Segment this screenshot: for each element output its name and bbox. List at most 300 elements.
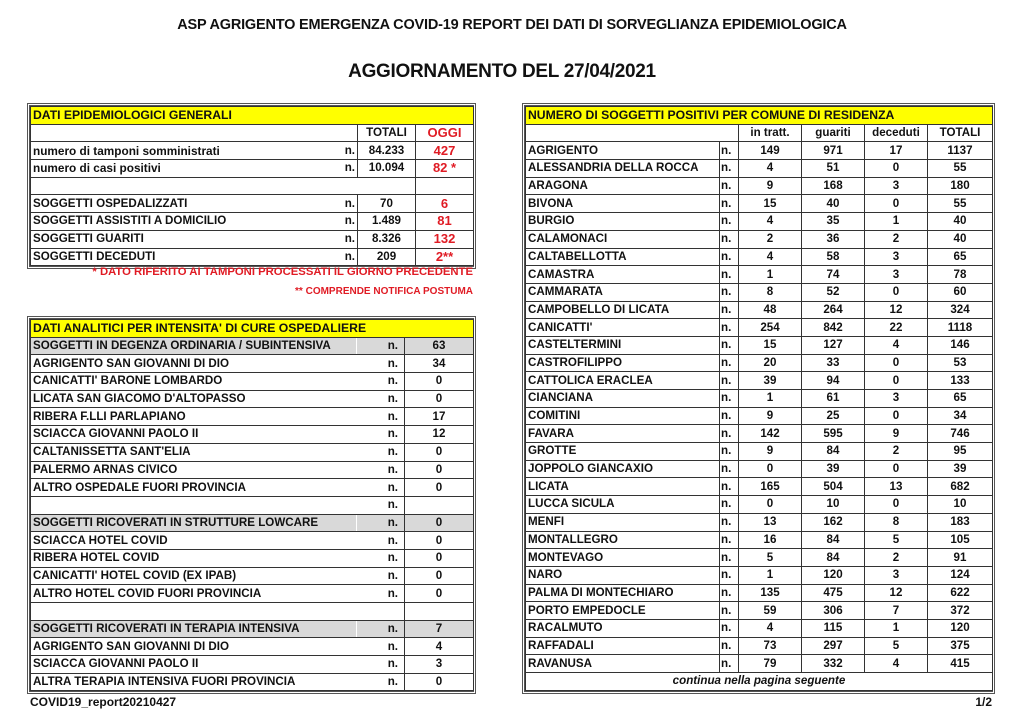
footnote-postuma: ** COMPRENDE NOTIFICA POSTUMA — [295, 286, 473, 297]
in-tratt-value: 9 — [739, 407, 802, 425]
guariti-value: 162 — [802, 513, 865, 531]
comuni-positive-table — [522, 103, 995, 694]
deceduti-value: 0 — [865, 496, 928, 514]
row-label: PALERMO ARNAS CIVICO — [31, 461, 357, 479]
totali-value: 10 — [928, 496, 993, 514]
comune-row — [526, 443, 993, 461]
hospital-row — [31, 373, 474, 391]
guariti-value: 84 — [802, 443, 865, 461]
comune-name: BURGIO — [526, 213, 720, 231]
totali-value: 55 — [928, 160, 993, 178]
row-label: SCIACCA GIOVANNI PAOLO II — [31, 656, 357, 674]
col-deceduti: deceduti — [865, 124, 928, 142]
comune-name: PALMA DI MONTECHIARO — [526, 584, 720, 602]
deceduti-value: 5 — [865, 531, 928, 549]
totali-value: 133 — [928, 372, 993, 390]
general-column-header-row — [31, 124, 474, 142]
unit-label: n. — [357, 656, 405, 674]
unit-label: n. — [357, 514, 405, 532]
deceduti-value: 12 — [865, 584, 928, 602]
totali-value: 53 — [928, 354, 993, 372]
totali-value: 8.326 — [358, 230, 416, 248]
in-tratt-value: 5 — [739, 549, 802, 567]
comune-row — [526, 637, 993, 655]
guariti-value: 39 — [802, 460, 865, 478]
comune-row — [526, 177, 993, 195]
in-tratt-value: 149 — [739, 142, 802, 160]
guariti-value: 306 — [802, 602, 865, 620]
hospital-group-row — [31, 337, 474, 355]
value: 0 — [405, 479, 474, 497]
comune-row — [526, 248, 993, 266]
comune-row — [526, 478, 993, 496]
comune-name: RAVANUSA — [526, 655, 720, 673]
guariti-value: 40 — [802, 195, 865, 213]
in-tratt-value: 165 — [739, 478, 802, 496]
comune-row — [526, 195, 993, 213]
hospital-row — [31, 390, 474, 408]
guariti-value: 332 — [802, 655, 865, 673]
report-title: ASP AGRIGENTO EMERGENZA COVID-19 REPORT DEI DATI DI SORVEGLIANZA EPIDEMIOLOGICA — [177, 17, 847, 33]
row-label: SOGGETTI ASSISTITI A DOMICILIO — [31, 213, 328, 231]
comune-row — [526, 213, 993, 231]
deceduti-value: 8 — [865, 513, 928, 531]
comune-name: BIVONA — [526, 195, 720, 213]
hospital-row — [31, 479, 474, 497]
deceduti-value: 7 — [865, 602, 928, 620]
value — [405, 496, 474, 514]
comune-row — [526, 407, 993, 425]
guariti-value: 25 — [802, 407, 865, 425]
hospital-group-row — [31, 514, 474, 532]
comune-row — [526, 460, 993, 478]
guariti-value: 264 — [802, 301, 865, 319]
unit-label: n. — [720, 496, 739, 514]
unit-label: n. — [328, 142, 358, 160]
unit-label: n. — [720, 372, 739, 390]
unit-label: n. — [328, 248, 358, 266]
unit-label: n. — [720, 619, 739, 637]
in-tratt-value: 0 — [739, 460, 802, 478]
comune-row — [526, 372, 993, 390]
general-heading-row — [31, 107, 474, 125]
continue-row — [526, 673, 993, 691]
in-tratt-value: 4 — [739, 160, 802, 178]
general-data-table — [27, 103, 476, 269]
comuni-heading-row — [526, 107, 993, 125]
comune-row — [526, 336, 993, 354]
comune-name: CALAMONACI — [526, 230, 720, 248]
totali-value: 324 — [928, 301, 993, 319]
unit-label: n. — [328, 230, 358, 248]
totali-value: 746 — [928, 425, 993, 443]
deceduti-value: 13 — [865, 478, 928, 496]
guariti-value: 475 — [802, 584, 865, 602]
unit-label: n. — [328, 195, 358, 213]
in-tratt-value: 8 — [739, 283, 802, 301]
unit-label: n. — [720, 177, 739, 195]
deceduti-value: 17 — [865, 142, 928, 160]
value: 0 — [405, 585, 474, 603]
totali-value: 1137 — [928, 142, 993, 160]
hospital-row — [31, 408, 474, 426]
row-label: SOGGETTI OSPEDALIZZATI — [31, 195, 328, 213]
comune-name: PORTO EMPEDOCLE — [526, 602, 720, 620]
in-tratt-value: 1 — [739, 390, 802, 408]
unit-label: n. — [720, 283, 739, 301]
unit-label: n. — [357, 461, 405, 479]
hospital-heading-row — [31, 320, 474, 338]
deceduti-value: 0 — [865, 160, 928, 178]
row-label — [31, 603, 357, 621]
general-row — [31, 142, 474, 160]
comune-row — [526, 425, 993, 443]
in-tratt-value: 15 — [739, 336, 802, 354]
unit-label: n. — [720, 460, 739, 478]
comune-name: CAMPOBELLO DI LICATA — [526, 301, 720, 319]
totali-value: 39 — [928, 460, 993, 478]
comune-row — [526, 142, 993, 160]
general-row — [31, 248, 474, 266]
value: 0 — [405, 673, 474, 691]
unit-label: n. — [720, 655, 739, 673]
unit-label: n. — [357, 390, 405, 408]
row-label: ALTRA TERAPIA INTENSIVA FUORI PROVINCIA — [31, 673, 357, 691]
row-label: SOGGETTI IN DEGENZA ORDINARIA / SUBINTENSIVA — [31, 337, 357, 355]
hospital-row — [31, 638, 474, 656]
deceduti-value: 9 — [865, 425, 928, 443]
deceduti-value: 3 — [865, 248, 928, 266]
continue-note: continua nella pagina seguente — [526, 673, 993, 691]
general-row — [31, 230, 474, 248]
unit-label: n. — [720, 531, 739, 549]
guariti-value: 36 — [802, 230, 865, 248]
guariti-value: 52 — [802, 283, 865, 301]
deceduti-value: 0 — [865, 283, 928, 301]
in-tratt-value: 48 — [739, 301, 802, 319]
in-tratt-value: 4 — [739, 213, 802, 231]
deceduti-value: 4 — [865, 655, 928, 673]
totali-value: 120 — [928, 619, 993, 637]
comune-name: GROTTE — [526, 443, 720, 461]
comune-name: ARAGONA — [526, 177, 720, 195]
comune-name: CAMASTRA — [526, 266, 720, 284]
row-label — [31, 496, 357, 514]
in-tratt-value: 135 — [739, 584, 802, 602]
hospital-row — [31, 426, 474, 444]
hospital-row — [31, 532, 474, 550]
value: 0 — [405, 390, 474, 408]
totali-value: 622 — [928, 584, 993, 602]
value: 0 — [405, 461, 474, 479]
totali-value: 65 — [928, 248, 993, 266]
general-row — [31, 213, 474, 231]
value — [405, 603, 474, 621]
totali-value: 10.094 — [358, 160, 416, 178]
guariti-value: 35 — [802, 213, 865, 231]
row-label: CANICATTI' BARONE LOMBARDO — [31, 373, 357, 391]
unit-label: n. — [328, 160, 358, 178]
unit-label: n. — [720, 336, 739, 354]
deceduti-value: 5 — [865, 637, 928, 655]
totali-value: 1118 — [928, 319, 993, 337]
totali-value: 1.489 — [358, 213, 416, 231]
totali-value: 209 — [358, 248, 416, 266]
guariti-value: 971 — [802, 142, 865, 160]
totali-value: 372 — [928, 602, 993, 620]
in-tratt-value: 4 — [739, 619, 802, 637]
unit-label: n. — [720, 354, 739, 372]
unit-label: n. — [720, 566, 739, 584]
row-label: numero di casi positivi — [31, 160, 328, 178]
comune-name: AGRIGENTO — [526, 142, 720, 160]
unit-label: n. — [720, 266, 739, 284]
value: 34 — [405, 355, 474, 373]
guariti-value: 120 — [802, 566, 865, 584]
comune-name: CANICATTI' — [526, 319, 720, 337]
comune-row — [526, 584, 993, 602]
deceduti-value: 3 — [865, 390, 928, 408]
oggi-value: 6 — [416, 195, 474, 213]
comune-row — [526, 319, 993, 337]
value: 4 — [405, 638, 474, 656]
unit-label: n. — [357, 408, 405, 426]
deceduti-value: 0 — [865, 460, 928, 478]
totali-value: 70 — [358, 195, 416, 213]
guariti-value: 94 — [802, 372, 865, 390]
comune-row — [526, 160, 993, 178]
oggi-value: 132 — [416, 230, 474, 248]
deceduti-value: 1 — [865, 213, 928, 231]
comune-name: LICATA — [526, 478, 720, 496]
hospital-group-row — [31, 620, 474, 638]
comune-row — [526, 230, 993, 248]
guariti-value: 127 — [802, 336, 865, 354]
comune-row — [526, 266, 993, 284]
totali-value: 105 — [928, 531, 993, 549]
row-label: CANICATTI' HOTEL COVID (EX IPAB) — [31, 567, 357, 585]
row-label: ALTRO HOTEL COVID FUORI PROVINCIA — [31, 585, 357, 603]
unit-label: n. — [328, 213, 358, 231]
in-tratt-value: 20 — [739, 354, 802, 372]
guariti-value: 33 — [802, 354, 865, 372]
row-label: ALTRO OSPEDALE FUORI PROVINCIA — [31, 479, 357, 497]
totali-value: 415 — [928, 655, 993, 673]
unit-label: n. — [720, 443, 739, 461]
unit-label: n. — [720, 407, 739, 425]
value: 0 — [405, 514, 474, 532]
comune-name: NARO — [526, 566, 720, 584]
row-label: AGRIGENTO SAN GIOVANNI DI DIO — [31, 638, 357, 656]
deceduti-value: 3 — [865, 177, 928, 195]
hospital-heading: DATI ANALITICI PER INTENSITA' DI CURE OSPEDALIERE — [31, 320, 474, 338]
comune-name: LUCCA SICULA — [526, 496, 720, 514]
totali-value: 95 — [928, 443, 993, 461]
comune-name: RACALMUTO — [526, 619, 720, 637]
unit-label: n. — [720, 549, 739, 567]
totali-value: 124 — [928, 566, 993, 584]
unit-label: n. — [357, 620, 405, 638]
guariti-value: 51 — [802, 160, 865, 178]
unit-label: n. — [357, 549, 405, 567]
row-label: SOGGETTI GUARITI — [31, 230, 328, 248]
hospital-row — [31, 585, 474, 603]
value: 0 — [405, 443, 474, 461]
comune-row — [526, 531, 993, 549]
totali-value: 34 — [928, 407, 993, 425]
footnote-tamponi: * DATO RIFERITO AI TAMPONI PROCESSATI IL GIORNO PRECEDENTE — [92, 266, 473, 278]
in-tratt-value: 13 — [739, 513, 802, 531]
row-label: AGRIGENTO SAN GIOVANNI DI DIO — [31, 355, 357, 373]
unit-label: n. — [720, 425, 739, 443]
row-label: numero di tamponi somministrati — [31, 142, 328, 160]
totali-value: 183 — [928, 513, 993, 531]
hospital-row — [31, 549, 474, 567]
value: 0 — [405, 373, 474, 391]
guariti-value: 84 — [802, 549, 865, 567]
general-row — [31, 195, 474, 213]
deceduti-value: 1 — [865, 619, 928, 637]
hospital-row — [31, 673, 474, 691]
comune-row — [526, 390, 993, 408]
guariti-value: 10 — [802, 496, 865, 514]
unit-label: n. — [357, 585, 405, 603]
unit-label: n. — [357, 355, 405, 373]
guariti-value: 842 — [802, 319, 865, 337]
guariti-value: 595 — [802, 425, 865, 443]
comune-row — [526, 655, 993, 673]
comune-row — [526, 496, 993, 514]
comune-name: JOPPOLO GIANCAXIO — [526, 460, 720, 478]
hospital-row — [31, 567, 474, 585]
value: 0 — [405, 567, 474, 585]
deceduti-value: 0 — [865, 407, 928, 425]
guariti-value: 504 — [802, 478, 865, 496]
comune-name: CAMMARATA — [526, 283, 720, 301]
hospital-row — [31, 603, 474, 621]
unit-label: n. — [720, 390, 739, 408]
deceduti-value: 4 — [865, 336, 928, 354]
deceduti-value: 3 — [865, 266, 928, 284]
row-label: SOGGETTI DECEDUTI — [31, 248, 328, 266]
hospital-row — [31, 496, 474, 514]
totali-value: 375 — [928, 637, 993, 655]
deceduti-value: 12 — [865, 301, 928, 319]
comune-row — [526, 602, 993, 620]
totali-value: 60 — [928, 283, 993, 301]
col-totali: TOTALI — [358, 124, 416, 142]
in-tratt-value: 142 — [739, 425, 802, 443]
col-oggi: OGGI — [416, 124, 474, 142]
row-label: SCIACCA HOTEL COVID — [31, 532, 357, 550]
comune-name: MONTALLEGRO — [526, 531, 720, 549]
totali-value: 78 — [928, 266, 993, 284]
update-date-title: AGGIORNAMENTO DEL 27/04/2021 — [348, 61, 656, 82]
unit-label: n. — [720, 160, 739, 178]
general-heading: DATI EPIDEMIOLOGICI GENERALI — [31, 107, 474, 125]
row-label: SOGGETTI RICOVERATI IN TERAPIA INTENSIVA — [31, 620, 357, 638]
unit-label: n. — [357, 673, 405, 691]
oggi-value: 427 — [416, 142, 474, 160]
hospital-intensity-table — [27, 316, 476, 694]
unit-label: n. — [720, 637, 739, 655]
general-row — [31, 160, 474, 178]
comune-name: ALESSANDRIA DELLA ROCCA — [526, 160, 720, 178]
comune-name: MONTEVAGO — [526, 549, 720, 567]
comuni-column-header-row — [526, 124, 993, 142]
comune-row — [526, 354, 993, 372]
unit-label: n. — [720, 213, 739, 231]
unit-label: n. — [720, 301, 739, 319]
guariti-value: 84 — [802, 531, 865, 549]
totali-value: 55 — [928, 195, 993, 213]
in-tratt-value: 59 — [739, 602, 802, 620]
col-guariti: guariti — [802, 124, 865, 142]
unit-label: n. — [720, 248, 739, 266]
in-tratt-value: 15 — [739, 195, 802, 213]
deceduti-value: 22 — [865, 319, 928, 337]
hospital-row — [31, 656, 474, 674]
comune-name: CASTELTERMINI — [526, 336, 720, 354]
in-tratt-value: 254 — [739, 319, 802, 337]
unit-label: n. — [720, 195, 739, 213]
guariti-value: 115 — [802, 619, 865, 637]
totali-value: 40 — [928, 230, 993, 248]
unit-label: n. — [720, 478, 739, 496]
in-tratt-value: 9 — [739, 443, 802, 461]
unit-label: n. — [357, 638, 405, 656]
row-label: RIBERA HOTEL COVID — [31, 549, 357, 567]
comune-row — [526, 619, 993, 637]
in-tratt-value: 1 — [739, 266, 802, 284]
comune-name: CATTOLICA ERACLEA — [526, 372, 720, 390]
unit-label: n. — [357, 373, 405, 391]
in-tratt-value: 79 — [739, 655, 802, 673]
totali-value: 682 — [928, 478, 993, 496]
hospital-row — [31, 355, 474, 373]
unit-label: n. — [357, 443, 405, 461]
value: 3 — [405, 656, 474, 674]
col-totali: TOTALI — [928, 124, 993, 142]
unit-label: n. — [357, 426, 405, 444]
in-tratt-value: 0 — [739, 496, 802, 514]
row-label: LICATA SAN GIACOMO D'ALTOPASSO — [31, 390, 357, 408]
in-tratt-value: 2 — [739, 230, 802, 248]
report-id: COVID19_report20210427 — [30, 695, 177, 709]
hospital-row — [31, 461, 474, 479]
guariti-value: 61 — [802, 390, 865, 408]
totali-value: 91 — [928, 549, 993, 567]
unit-label: n. — [720, 602, 739, 620]
oggi-value: 81 — [416, 213, 474, 231]
value: 7 — [405, 620, 474, 638]
unit-label: n. — [720, 513, 739, 531]
in-tratt-value: 9 — [739, 177, 802, 195]
comune-row — [526, 513, 993, 531]
comune-name: CALTABELLOTTA — [526, 248, 720, 266]
comune-name: COMITINI — [526, 407, 720, 425]
row-label: SCIACCA GIOVANNI PAOLO II — [31, 426, 357, 444]
deceduti-value: 0 — [865, 195, 928, 213]
unit-label: n. — [357, 567, 405, 585]
comune-name: RAFFADALI — [526, 637, 720, 655]
value: 63 — [405, 337, 474, 355]
guariti-value: 74 — [802, 266, 865, 284]
in-tratt-value: 39 — [739, 372, 802, 390]
unit-label: n. — [357, 496, 405, 514]
totali-value: 180 — [928, 177, 993, 195]
oggi-value: 2** — [416, 248, 474, 266]
